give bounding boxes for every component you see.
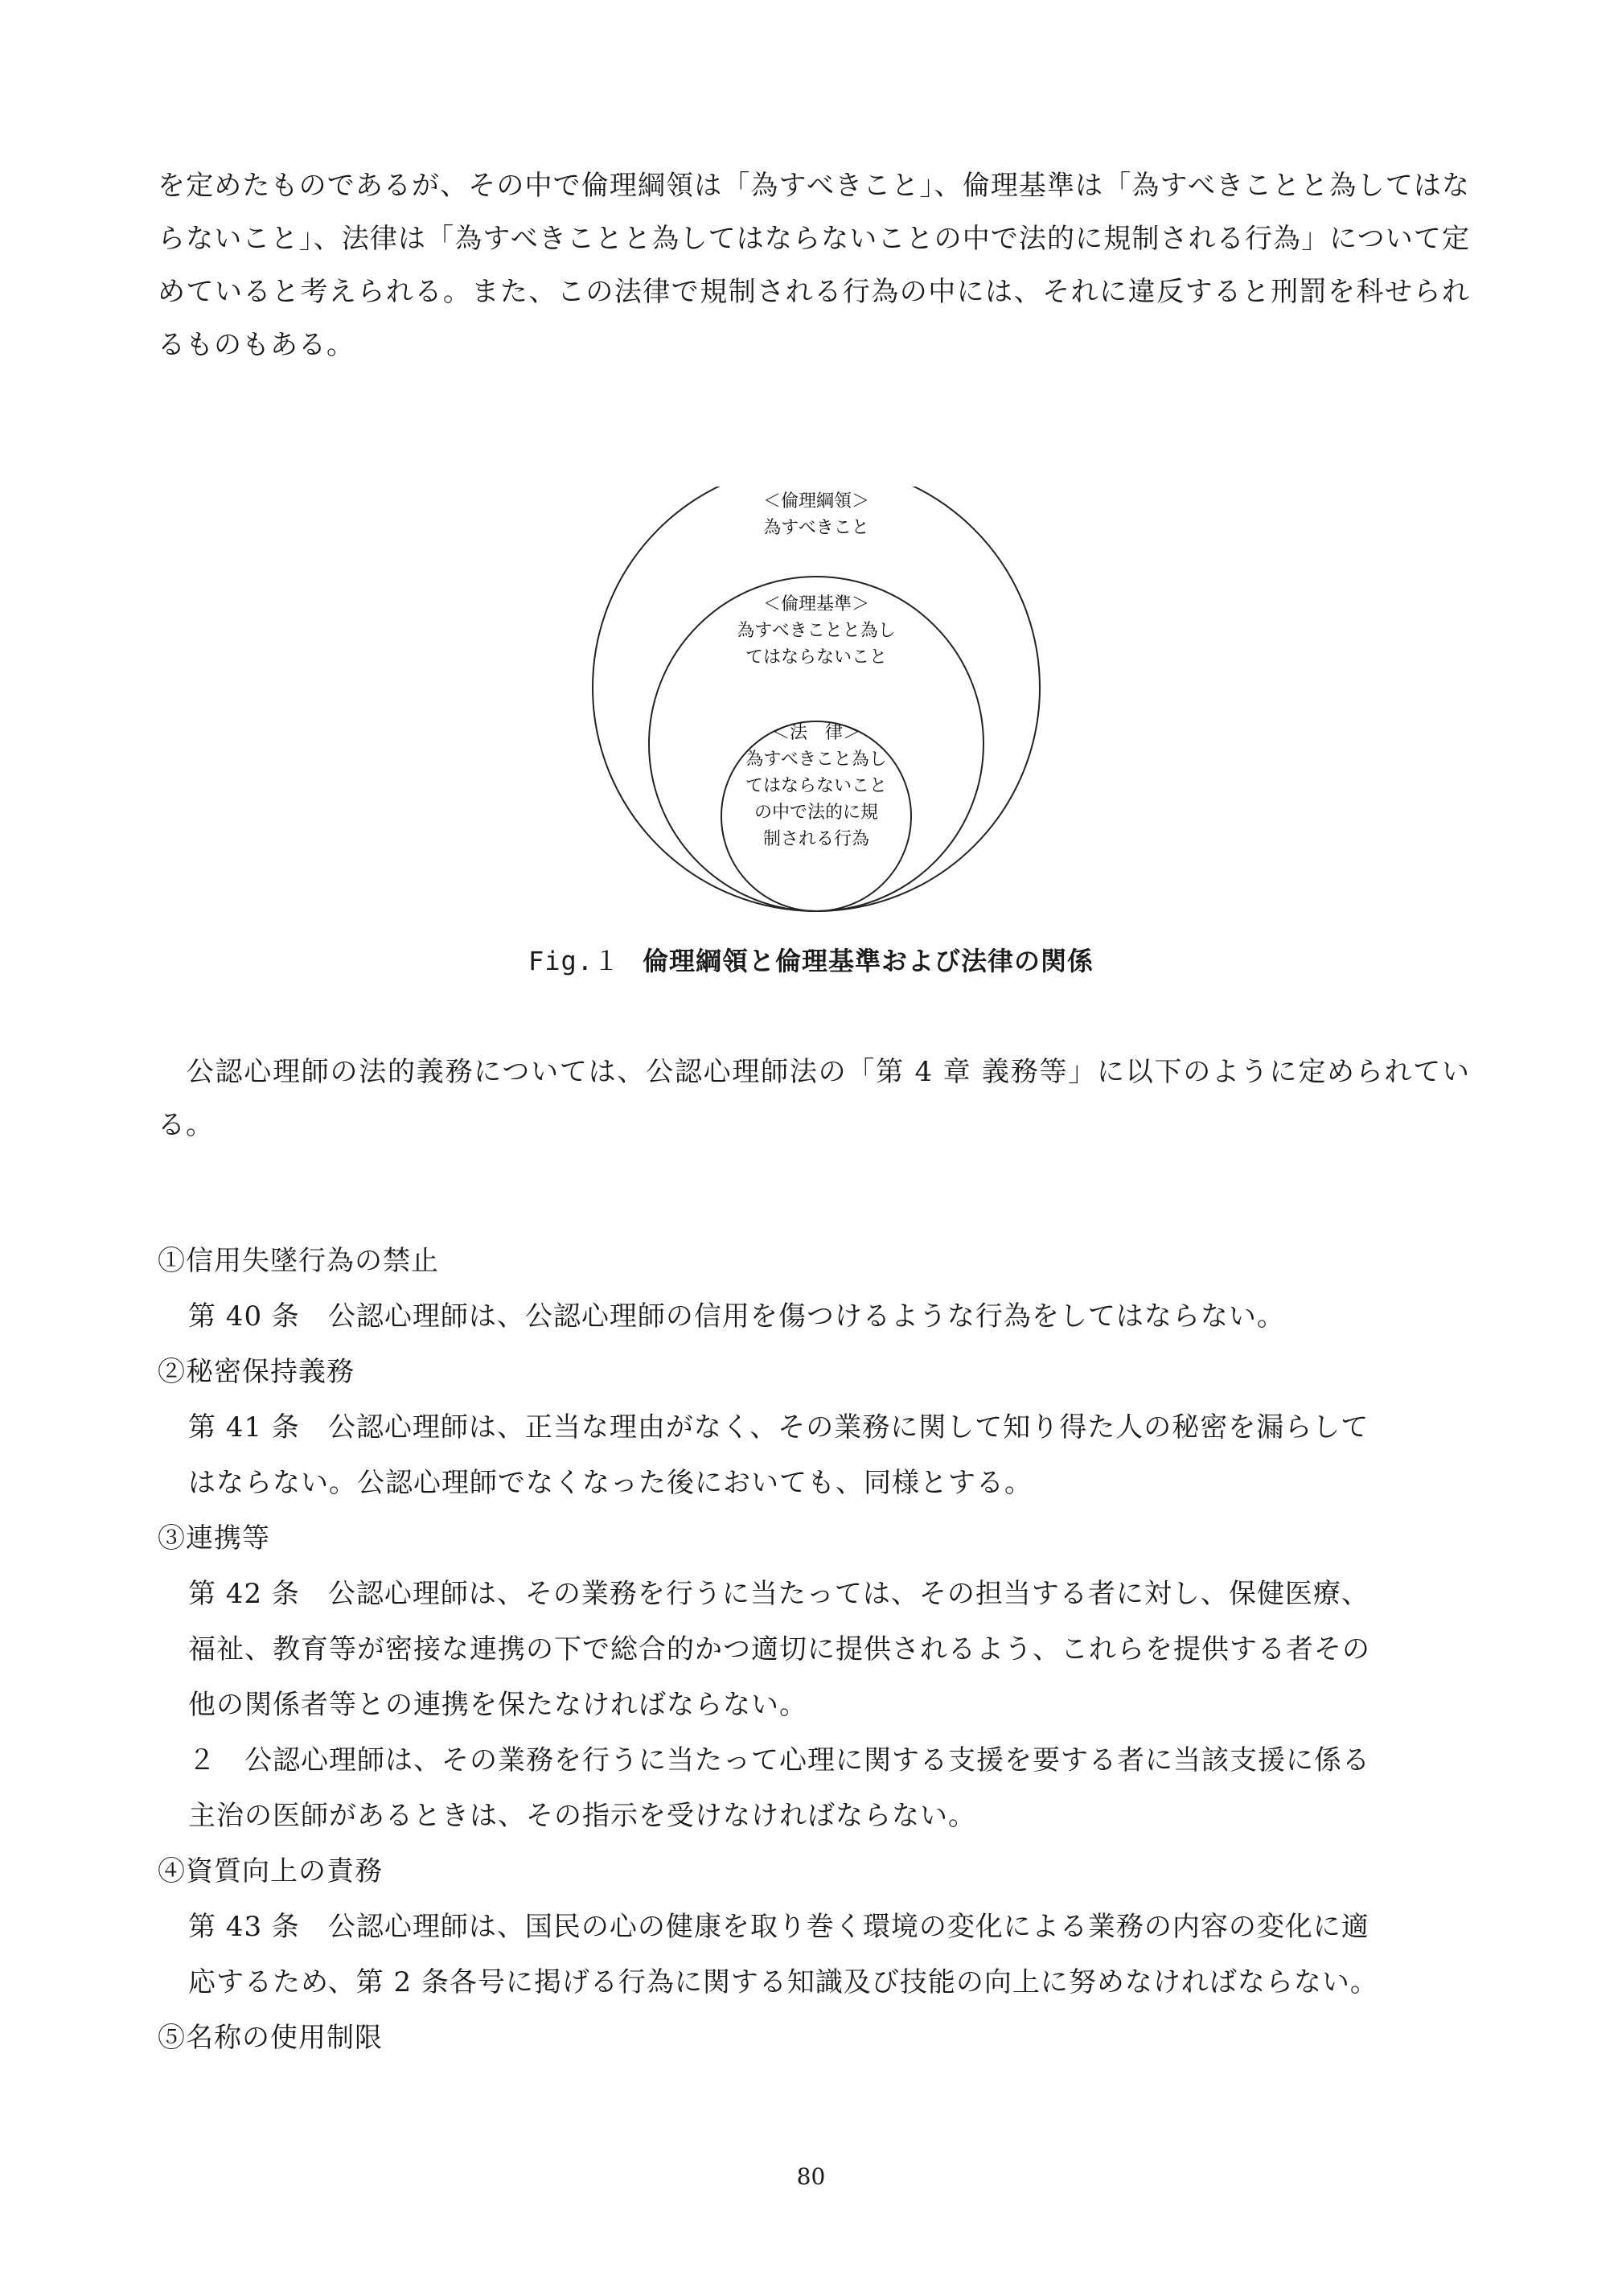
figure-number: Fig.１ xyxy=(528,946,621,976)
article-41-line-1: 第 41 条 公認心理師は、正当な理由がなく、その業務に関して知り得た人の秘密を漏らして xyxy=(188,1411,1369,1444)
inner-line-2: てはならないこと xyxy=(745,776,887,796)
article-42-line-3: 他の関係者等との連携を保たなければならない。 xyxy=(188,1689,807,1721)
outer-circle-label xyxy=(696,488,937,541)
inner-line-1: 為すべきこと為し xyxy=(745,750,887,770)
page-number: 80 xyxy=(796,2163,826,2190)
section-2-heading: ②秘密保持義務 xyxy=(158,1356,355,1388)
outer-line-1: 為すべきこと xyxy=(763,518,869,538)
article-41-line-2: はならない。公認心理師でなくなった後においても、同様とする。 xyxy=(188,1467,1033,1499)
article-42-line-4: ２ 公認心理師は、その業務を行うに当たって心理に関する支援を要する者に当該支援に係る xyxy=(188,1744,1370,1776)
middle-line-1: 為すべきことと為し xyxy=(737,621,896,641)
nested-circles-diagram xyxy=(579,487,1053,913)
middle-circle-label xyxy=(696,591,937,671)
article-43-line-2: 応するため、第 2 条各号に掲げる行為に関する知識及び技能の向上に努めなければならない。 xyxy=(188,1966,1378,1998)
law-intro-paragraph: 公認心理師の法的義務については、公認心理師法の「第 4 章 義務等」に以下のように定められている。 xyxy=(158,1056,1470,1141)
article-40-line-1: 第 40 条 公認心理師は、公認心理師の信用を傷つけるような行為をしてはならない。 xyxy=(188,1300,1285,1333)
section-5-heading: ⑤名称の使用制限 xyxy=(158,2022,383,2054)
figure-caption-text: 倫理綱領と倫理基準および法律の関係 xyxy=(643,946,1094,976)
inner-line-4: 制される行為 xyxy=(762,829,869,849)
article-42-line-1: 第 42 条 公認心理師は、その業務を行うに当たっては、その担当する者に対し、保健医療、 xyxy=(188,1578,1369,1610)
article-42-line-5: 主治の医師があるときは、その指示を受けなければならない。 xyxy=(188,1800,976,1832)
article-42-line-2: 福祉、教育等が密接な連携の下で総合的かつ適切に提供されるよう、これらを提供する者その xyxy=(188,1633,1370,1666)
middle-line-2: てはならないこと xyxy=(745,647,887,667)
figure-caption xyxy=(0,941,1622,978)
inner-line-3: の中で法的に規 xyxy=(754,803,878,823)
inner-title: ＜法 律＞ xyxy=(771,723,860,743)
section-1-heading: ①信用失墜行為の禁止 xyxy=(158,1245,439,1277)
outer-title: ＜倫理綱領＞ xyxy=(762,491,869,511)
section-4-heading: ④資質向上の責務 xyxy=(158,1855,383,1887)
intro-paragraph: を定めたものであるが、その中で倫理綱領は「為すべきこと」、倫理基準は「為すべきことと為してはならないこと」、法律は「為すべきことと為してはならないことの中で法的に規制される行為」について定めていると考えられる。また、この法律で規制される行為の中には、それに違反すると刑罰を科せられるものもある。 xyxy=(158,170,1470,361)
middle-title: ＜倫理基準＞ xyxy=(762,594,869,614)
inner-circle-label xyxy=(720,720,913,852)
section-3-heading: ③連携等 xyxy=(158,1522,270,1555)
article-43-line-1: 第 43 条 公認心理師は、国民の心の健康を取り巻く環境の変化による業務の内容の変化に適 xyxy=(188,1911,1369,1943)
